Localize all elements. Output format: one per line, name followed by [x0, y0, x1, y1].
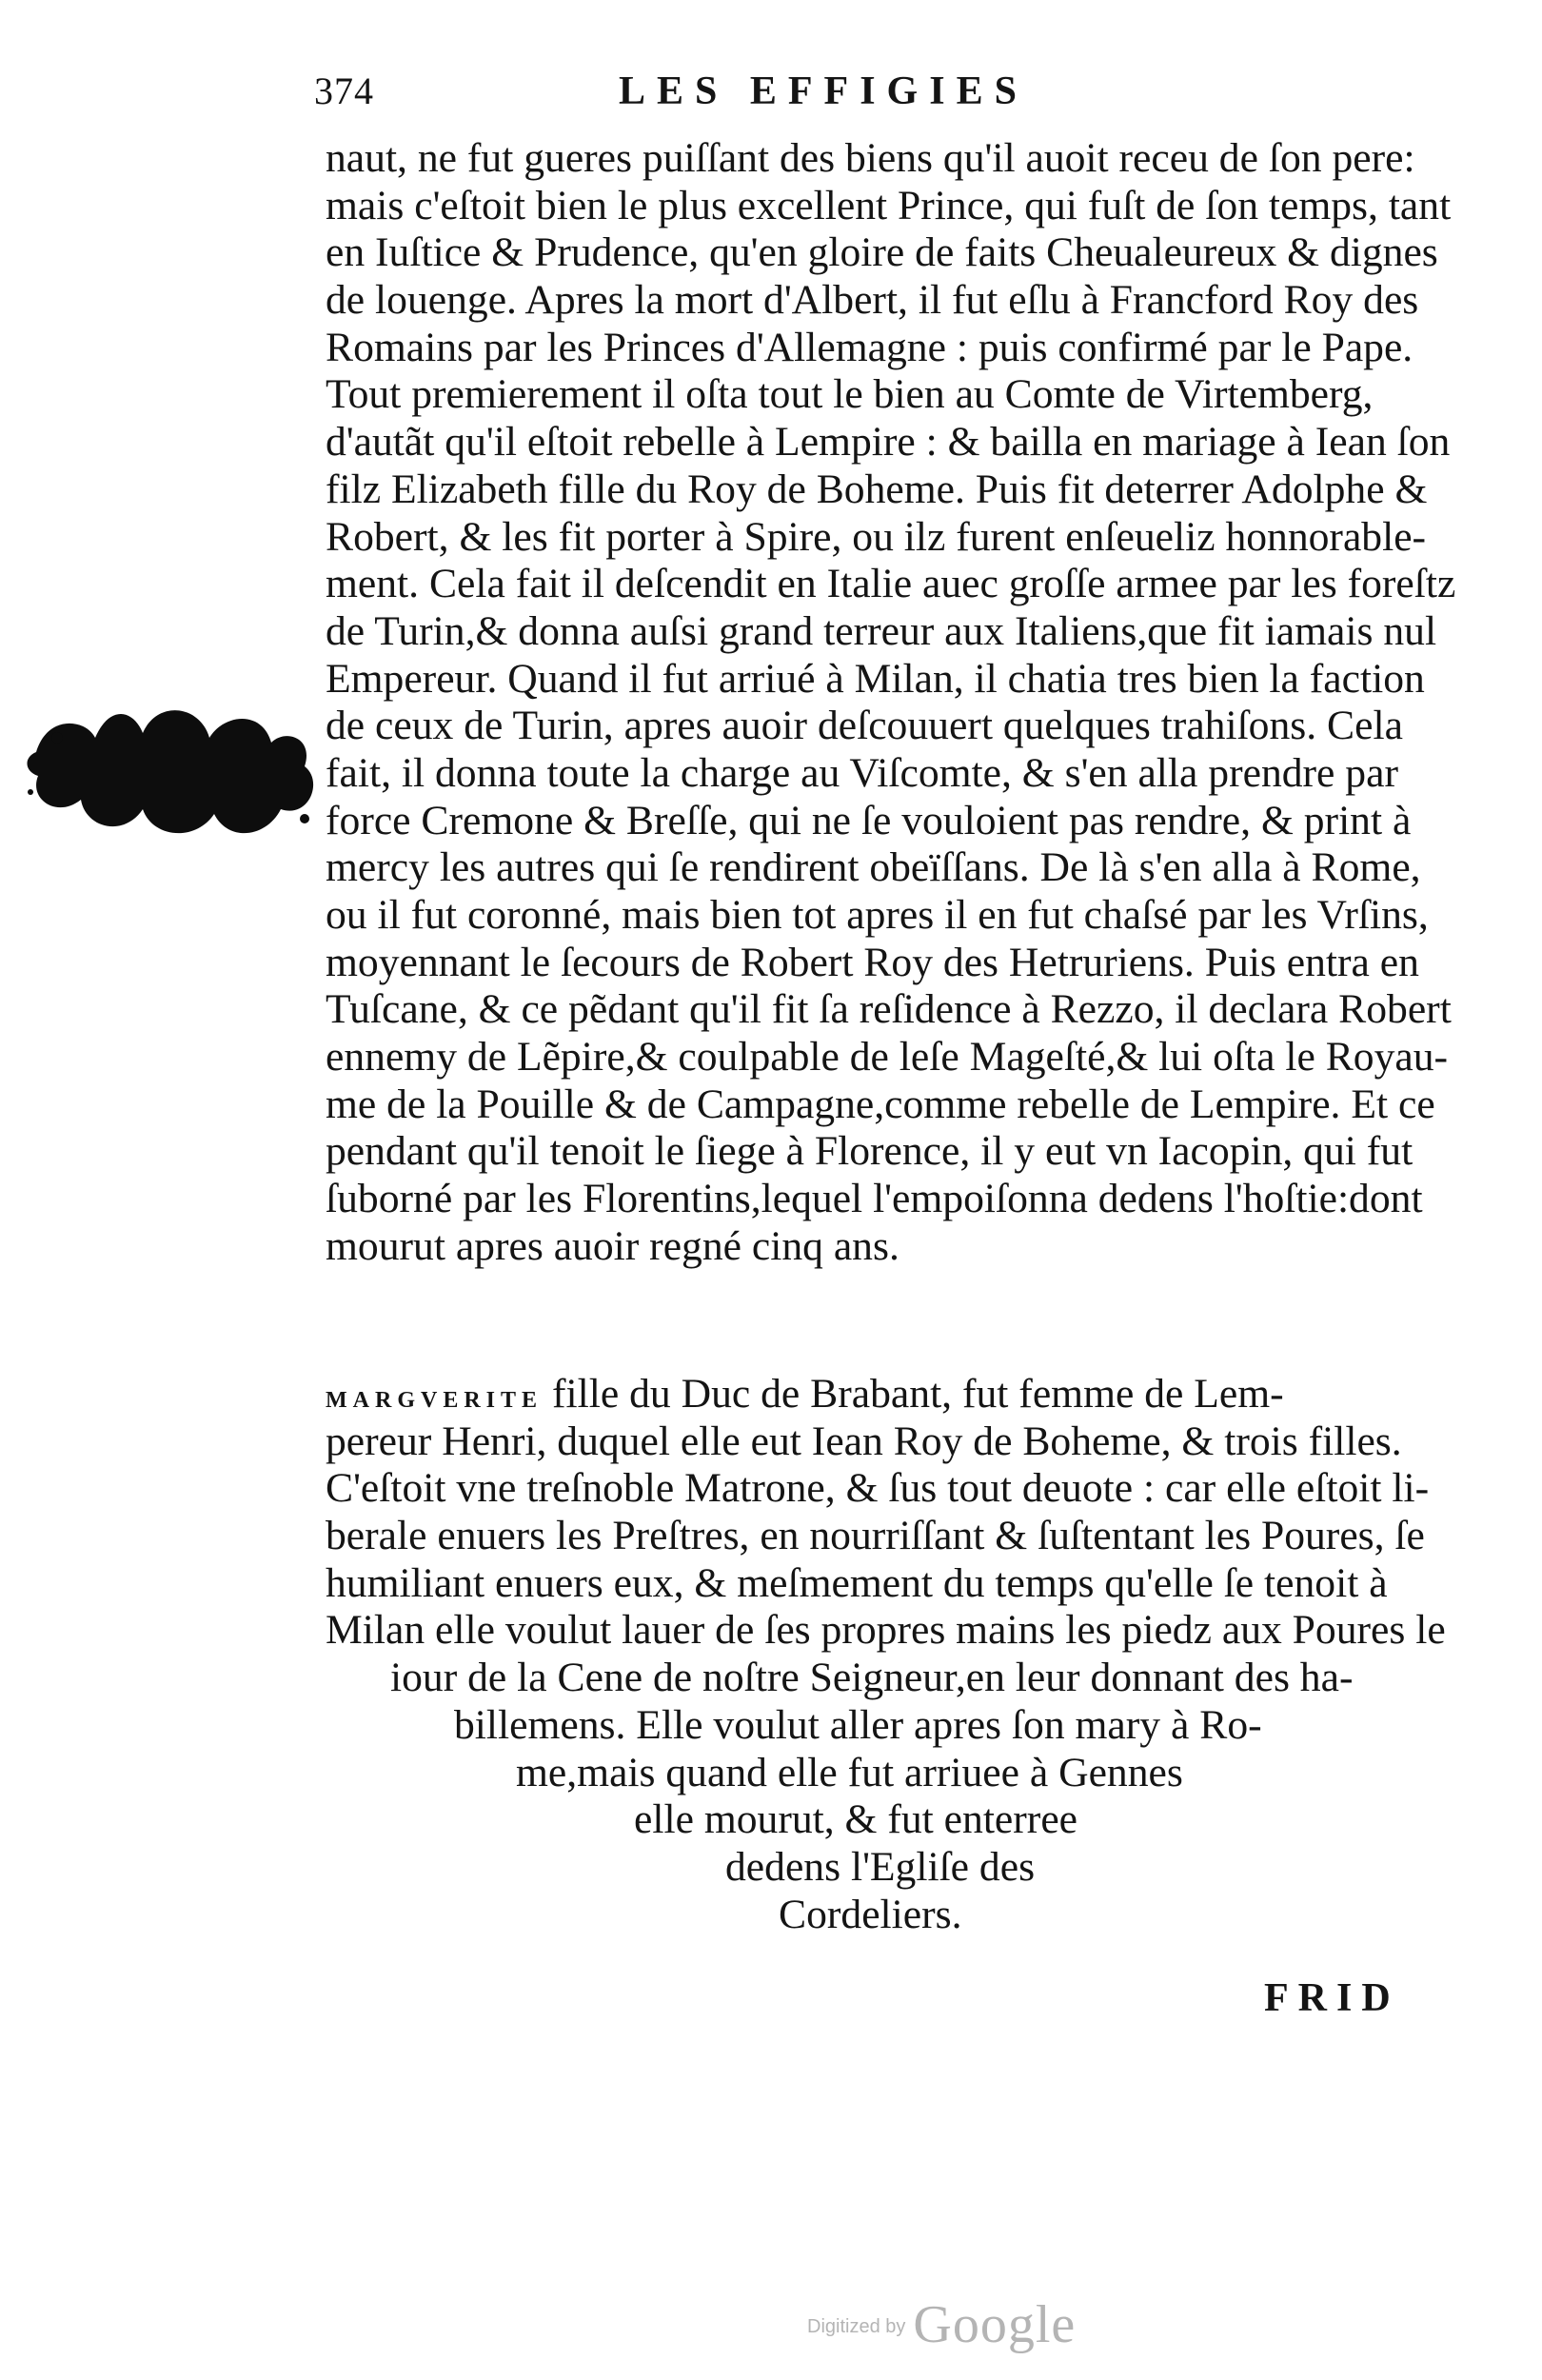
text-line: Milan elle voulut lauer de ſes propres mains les piedz aux Poures le: [326, 1607, 1446, 1654]
text-line: elle mourut, & fut enterree: [634, 1796, 1078, 1843]
text-line: ſuborné par les Florentins,lequel l'empoiſonna dedens l'hoſtie:dont: [326, 1176, 1423, 1222]
text-line: Cordeliers.: [779, 1891, 962, 1937]
text-line: filz Elizabeth fille du Roy de Boheme. Puis fit deterrer Adolphe &: [326, 466, 1428, 512]
text-line: de ceux de Turin, apres auoir deſcouuert quelques trahiſons. Cela: [326, 703, 1403, 749]
text-line: [326, 1371, 1446, 1418]
text-line: C'eſtoit vne treſnoble Matrone, & ſus tout deuote : car elle eſtoit li-: [326, 1465, 1430, 1512]
text-line: Tuſcane, & ce pẽdant qu'il fit ſa reſidence à Rezzo, il declara Robert: [326, 986, 1452, 1033]
text-line: Empereur. Quand il fut arriué à Milan, il chatia tres bien la faction: [326, 655, 1425, 702]
text-line: mais c'eſtoit bien le plus excellent Prince, qui fuſt de ſon temps, tant: [326, 182, 1452, 228]
text-line-rest: fille du Duc de Brabant, fut femme de Lem-: [552, 1371, 1284, 1417]
text-line: humiliant enuers eux, & meſmement du temps qu'elle ſe tenoit à: [326, 1559, 1388, 1606]
page-header: [314, 69, 1418, 126]
text-line: iour de la Cene de noſtre Seigneur,en leur donnant des ha-: [390, 1655, 1354, 1701]
text-line: ou il fut coronné, mais bien tot apres il en fut chaſsé par les Vrſins,: [326, 892, 1429, 938]
text-line: billemens. Elle voulut aller apres ſon mary à Ro-: [454, 1701, 1262, 1748]
text-line: Robert, & les fit porter à Spire, ou ilz furent enſeueliz honnorable-: [326, 513, 1427, 560]
lead-word: MARGVERITE: [326, 1388, 544, 1413]
running-head: LES EFFIGIES: [619, 69, 1028, 113]
text-line: me de la Pouille & de Campagne,comme rebelle de Lempire. Et ce: [326, 1081, 1435, 1127]
text-line: d'autãt qu'il eſtoit rebelle à Lempire : & bailla en mariage à Iean ſon: [326, 419, 1451, 466]
text-line: fait, il donna toute la charge au Viſcomte, & s'en alla prendre par: [326, 749, 1398, 796]
text-line: force Cremone & Breſſe, qui ne ſe vouloient pas rendre, & print à: [326, 797, 1412, 843]
text-line: Tout premierement il oſta tout le bien au Comte de Virtemberg,: [326, 371, 1374, 418]
text-line: mourut apres auoir regné cinq ans.: [326, 1222, 900, 1269]
paragraph-henri: [326, 135, 1455, 1271]
text-line: berale enuers les Preſtres, en nourriſſant & ſuſtentant les Poures, ſe: [326, 1513, 1425, 1559]
watermark-brand: Google: [913, 2295, 1077, 2354]
text-line: naut, ne fut gueres puiſſant des biens qu'il auoit receu de ſon pere:: [326, 135, 1415, 181]
catchword: FRID: [1264, 1976, 1400, 2020]
digitized-watermark: [807, 2294, 1076, 2355]
text-line: de louenge. Apres la mort d'Albert, il fut eſlu à Francford Roy des: [326, 277, 1419, 324]
text-line: en Iuſtice & Prudence, qu'en gloire de faits Cheualeureux & dignes: [326, 229, 1438, 276]
text-line: moyennant le ſecours de Robert Roy des Hetruriens. Puis entra en: [326, 939, 1419, 985]
text-line: pereur Henri, duquel elle eut Iean Roy de Boheme, & trois filles.: [326, 1418, 1402, 1464]
text-line: pendant qu'il tenoit le ſiege à Florence, il y eut vn Iacopin, qui fut: [326, 1128, 1414, 1175]
text-line: ennemy de Lẽpire,& coulpable de leſe Mageſté,& lui oſta le Royau-: [326, 1034, 1449, 1081]
page-number: 374: [314, 69, 374, 112]
text-line: mercy les autres qui ſe rendirent obeïſſans. De là s'en alla à Rome,: [326, 844, 1421, 891]
text-line: dedens l'Egliſe des: [725, 1843, 1036, 1890]
text-line: de Turin,& donna auſsi grand terreur aux Italiens,que fit iamais nul: [326, 607, 1437, 654]
text-line: me,mais quand elle fut arriuee à Gennes: [516, 1749, 1183, 1795]
text-line: Romains par les Princes d'Allemagne : puis confirmé par le Pape.: [326, 324, 1414, 370]
ink-blot-icon: [19, 685, 333, 857]
watermark-prefix: Digitized by: [807, 2316, 906, 2337]
text-line: ment. Cela fait il deſcendit en Italie auec groſſe armee par les foreſtz: [326, 561, 1456, 607]
paragraph-marguerite: [326, 1371, 1446, 1938]
